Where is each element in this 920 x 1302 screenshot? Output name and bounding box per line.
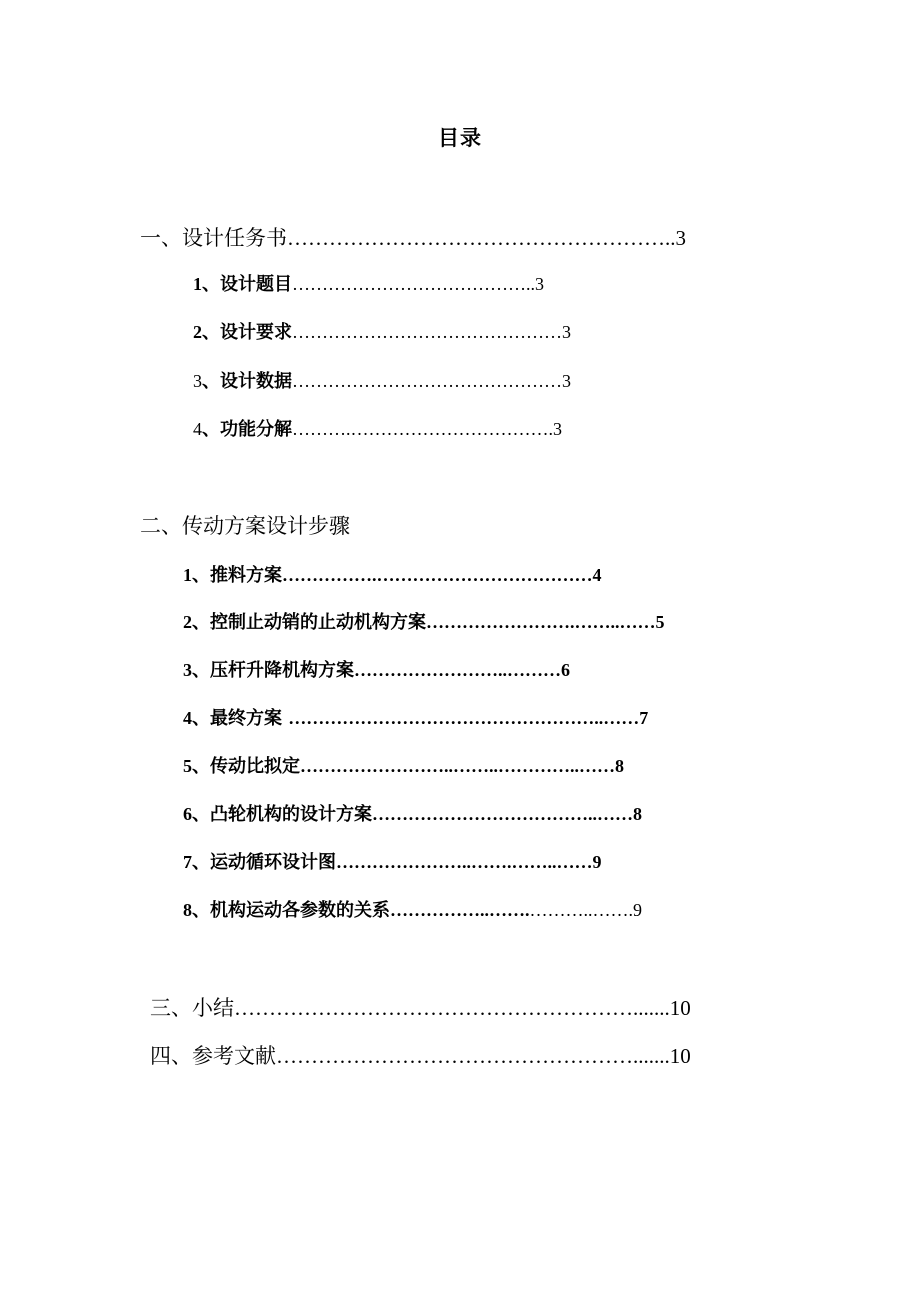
toc-page-number: 3: [562, 322, 571, 342]
toc-section-label: 参考文献: [192, 1044, 276, 1068]
toc-page-number: 9: [592, 852, 602, 872]
toc-leader: …………………..…….……..……: [336, 852, 593, 872]
toc-leader: ………………………………………: [292, 371, 562, 391]
toc-item-number: 3: [183, 660, 192, 680]
toc-item-label: 、压杆升降机构方案: [192, 660, 354, 681]
toc-section-3[interactable]: [150, 992, 691, 1022]
toc-item-1-4[interactable]: [193, 415, 562, 441]
toc-page-number: 3: [553, 419, 562, 439]
toc-page-number: 6: [561, 660, 570, 680]
toc-item-label: 、设计数据: [202, 371, 292, 392]
toc-section-number: 四、: [150, 1044, 192, 1068]
toc-leader: …………………………………..: [292, 274, 535, 294]
toc-item-label: 、最终方案: [192, 708, 289, 729]
toc-item-number: 4: [193, 419, 202, 439]
toc-section-number: 一、: [140, 226, 182, 250]
toc-leader: ……….…………………………….: [292, 419, 553, 439]
toc-leader: ……………………..……..…………..……: [300, 756, 615, 776]
toc-leader: ………………………………..……: [372, 804, 633, 824]
toc-item-label: 、机构运动各参数的关系: [192, 900, 390, 921]
toc-leader: …………………….……..……: [426, 612, 656, 632]
toc-page-number: 3: [535, 274, 544, 294]
toc-section-label: 传动方案设计步骤: [182, 514, 350, 538]
toc-page-number: 8: [633, 804, 642, 824]
toc-page-number: 4: [592, 565, 602, 585]
toc-item-number: 1: [193, 274, 202, 294]
toc-section-number: 二、: [140, 514, 182, 538]
toc-item-2-3[interactable]: [183, 656, 570, 682]
toc-item-2-6[interactable]: [183, 800, 642, 826]
toc-page-number: 7: [639, 708, 649, 728]
toc-item-2-8[interactable]: [183, 896, 642, 922]
toc-item-2-5[interactable]: [183, 752, 624, 778]
toc-item-label: 、推料方案: [192, 565, 282, 586]
toc-leader: …………….………………………………: [282, 565, 593, 585]
toc-leader-light: ………..…….: [529, 900, 633, 920]
toc-page-number: 3: [562, 371, 571, 391]
toc-item-number: 7: [183, 852, 192, 872]
toc-leader: ………………………………………………..: [287, 226, 676, 250]
toc-section-2[interactable]: [140, 510, 350, 540]
toc-section-label: 设计任务书: [182, 226, 287, 250]
toc-page-number: 5: [655, 612, 665, 632]
toc-item-label: 、控制止动销的止动机构方案: [192, 612, 426, 633]
toc-section-4[interactable]: [150, 1040, 691, 1070]
toc-leader: ………………………………………………….......: [234, 996, 670, 1020]
toc-item-2-4[interactable]: [183, 704, 648, 730]
toc-item-label: 、功能分解: [202, 419, 292, 440]
toc-section-number: 三、: [150, 996, 192, 1020]
toc-item-number: 2: [193, 322, 202, 342]
toc-page-number: 8: [615, 756, 624, 776]
toc-item-number: 6: [183, 804, 192, 824]
toc-page-number: 3: [675, 226, 686, 250]
toc-leader: …………………………………………….......: [276, 1044, 670, 1068]
toc-item-2-2[interactable]: [183, 608, 665, 634]
toc-section-1[interactable]: [140, 222, 686, 252]
toc-item-1-2[interactable]: [193, 318, 571, 344]
toc-item-number: 4: [183, 708, 192, 728]
toc-item-label: 、设计要求: [202, 322, 292, 343]
toc-section-label: 小结: [192, 996, 234, 1020]
toc-item-1-1[interactable]: [193, 270, 544, 296]
toc-item-number: 3: [193, 371, 202, 391]
toc-page-number: 10: [669, 996, 691, 1020]
toc-item-number: 1: [183, 565, 192, 585]
toc-item-number: 2: [183, 612, 192, 632]
page-title: 目录: [438, 126, 482, 150]
toc-item-label: 、运动循环设计图: [192, 852, 336, 873]
toc-item-1-3[interactable]: [193, 367, 571, 393]
toc-leader: ……………………………………………..……: [288, 708, 640, 728]
toc-item-label: 、凸轮机构的设计方案: [192, 804, 372, 825]
toc-page-number: 10: [669, 1044, 691, 1068]
toc-leader: ………………………………………: [292, 322, 562, 342]
toc-page-number: 9: [633, 900, 642, 920]
toc-item-label: 、设计题目: [202, 274, 292, 295]
toc-leader: ……………………..………: [354, 660, 561, 680]
toc-leader: ……………..…….: [390, 900, 530, 920]
toc-item-label: 、传动比拟定: [192, 756, 300, 777]
toc-item-number: 5: [183, 756, 192, 776]
toc-item-2-1[interactable]: [183, 561, 602, 587]
toc-item-number: 8: [183, 900, 192, 920]
toc-item-2-7[interactable]: [183, 848, 602, 874]
